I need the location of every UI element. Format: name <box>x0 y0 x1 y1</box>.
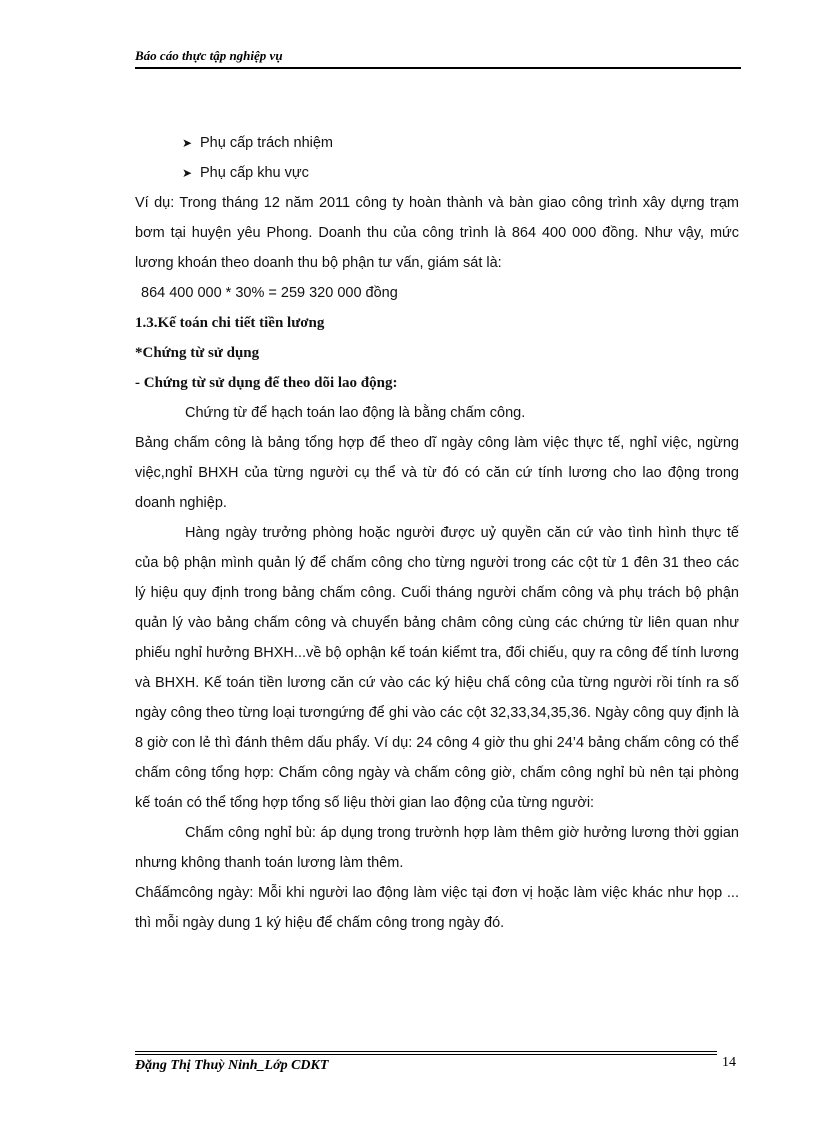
footer-rule <box>135 1051 717 1052</box>
paragraph: Chấấmcông ngày: Mỗi khi người lao động làm việc tại đơn vị hoặc làm việc khác như họp ... thì mỗi ngày dung 1 ký hiệu để chấm công trong ngày đó. <box>135 885 739 931</box>
example-paragraph: Ví dụ: Trong tháng 12 năm 2011 công ty hoàn thành và bàn giao công trình xây dựng trạm bơm tại huyện yêu Phong. Doanh thu của công trình là 864 400 000 đồng. Như vậy, mức lương khoán theo doanh thu bộ phận tư vấn, giám sát là: <box>135 195 739 271</box>
bullet-text: Phụ cấp khu vực <box>200 165 309 181</box>
paragraph: Hàng ngày trưởng phòng hoặc người được uỷ quyền căn cứ vào tình hình thực tế của bộ phận mình quản lý để chấm công cho từng người trong các cột từ 1 đên 31 theo các lý hiệu quy định trong bảng chấm công. Cuối tháng người chấm công và phụ trách bộ phận quản lý vào bảng chấm công và chuyển bảng châm công cùng các chứng từ liên quan như phiếu nghỉ hưởng BHXH...về bộ ophận kế toán kiểmt tra, đối chiếu, quy ra công để tính lương và BHXH. Kế toán tiền lương căn cứ vào các ký hiệu chấ công của từng người rồi tính ra số ngày công theo từng loại tươngứng để ghi vào các cột 32,33,34,35,36. Ngày công quy định là 8 giờ con lẻ thì đánh thêm dấu phẩy. Ví dụ: 24 công 4 giờ thu ghi 24’4 bảng chấm công có thể chấm công tổng hợp: Chấm công ngày và chấm công giờ, chấm công nghỉ bù nên tại phòng kế toán có thể tổng hợp tổng số liệu thời gian lao động của từng người: <box>135 525 739 811</box>
subheading-labor-tracking: - Chứng từ sử dụng để theo dõi lao động: <box>135 375 398 391</box>
body-content <box>135 128 739 938</box>
arrow-right-icon: ➤ <box>182 136 193 150</box>
page-header-title: Báo cáo thực tập nghiệp vụ <box>135 48 283 63</box>
bullet-text: Phụ cấp trách nhiệm <box>200 135 333 151</box>
header-rule <box>135 67 741 69</box>
paragraph: Chứng từ để hạch toán lao động là bằng chấm công. <box>185 405 526 421</box>
paragraph: Chấm công nghỉ bù: áp dụng trong trườnh hợp làm thêm giờ hưởng lương thời ggian nhưng không thanh toán lương làm thêm. <box>135 825 739 871</box>
bullet-item <box>135 158 739 188</box>
page-number: 14 <box>722 1055 736 1070</box>
footer-rule <box>135 1054 717 1055</box>
bullet-item <box>135 128 739 158</box>
arrow-right-icon: ➤ <box>182 166 193 180</box>
subheading-documents: *Chứng từ sử dụng <box>135 345 260 361</box>
footer-author: Đặng Thị Thuỳ Ninh_Lớp CDKT <box>135 1058 329 1073</box>
section-heading: 1.3.Kế toán chi tiết tiền lương <box>135 315 325 331</box>
formula-line: 864 400 000 * 30% = 259 320 000 đồng <box>141 285 398 301</box>
paragraph: Bảng chấm công là bảng tổng hợp để theo dĩ ngày công làm việc thực tế, nghỉ việc, ngừng việc,nghỉ BHXH của từng người cụ thể và từ đó có căn cứ tính lương cho lao động trong doanh nghiệp. <box>135 435 739 511</box>
